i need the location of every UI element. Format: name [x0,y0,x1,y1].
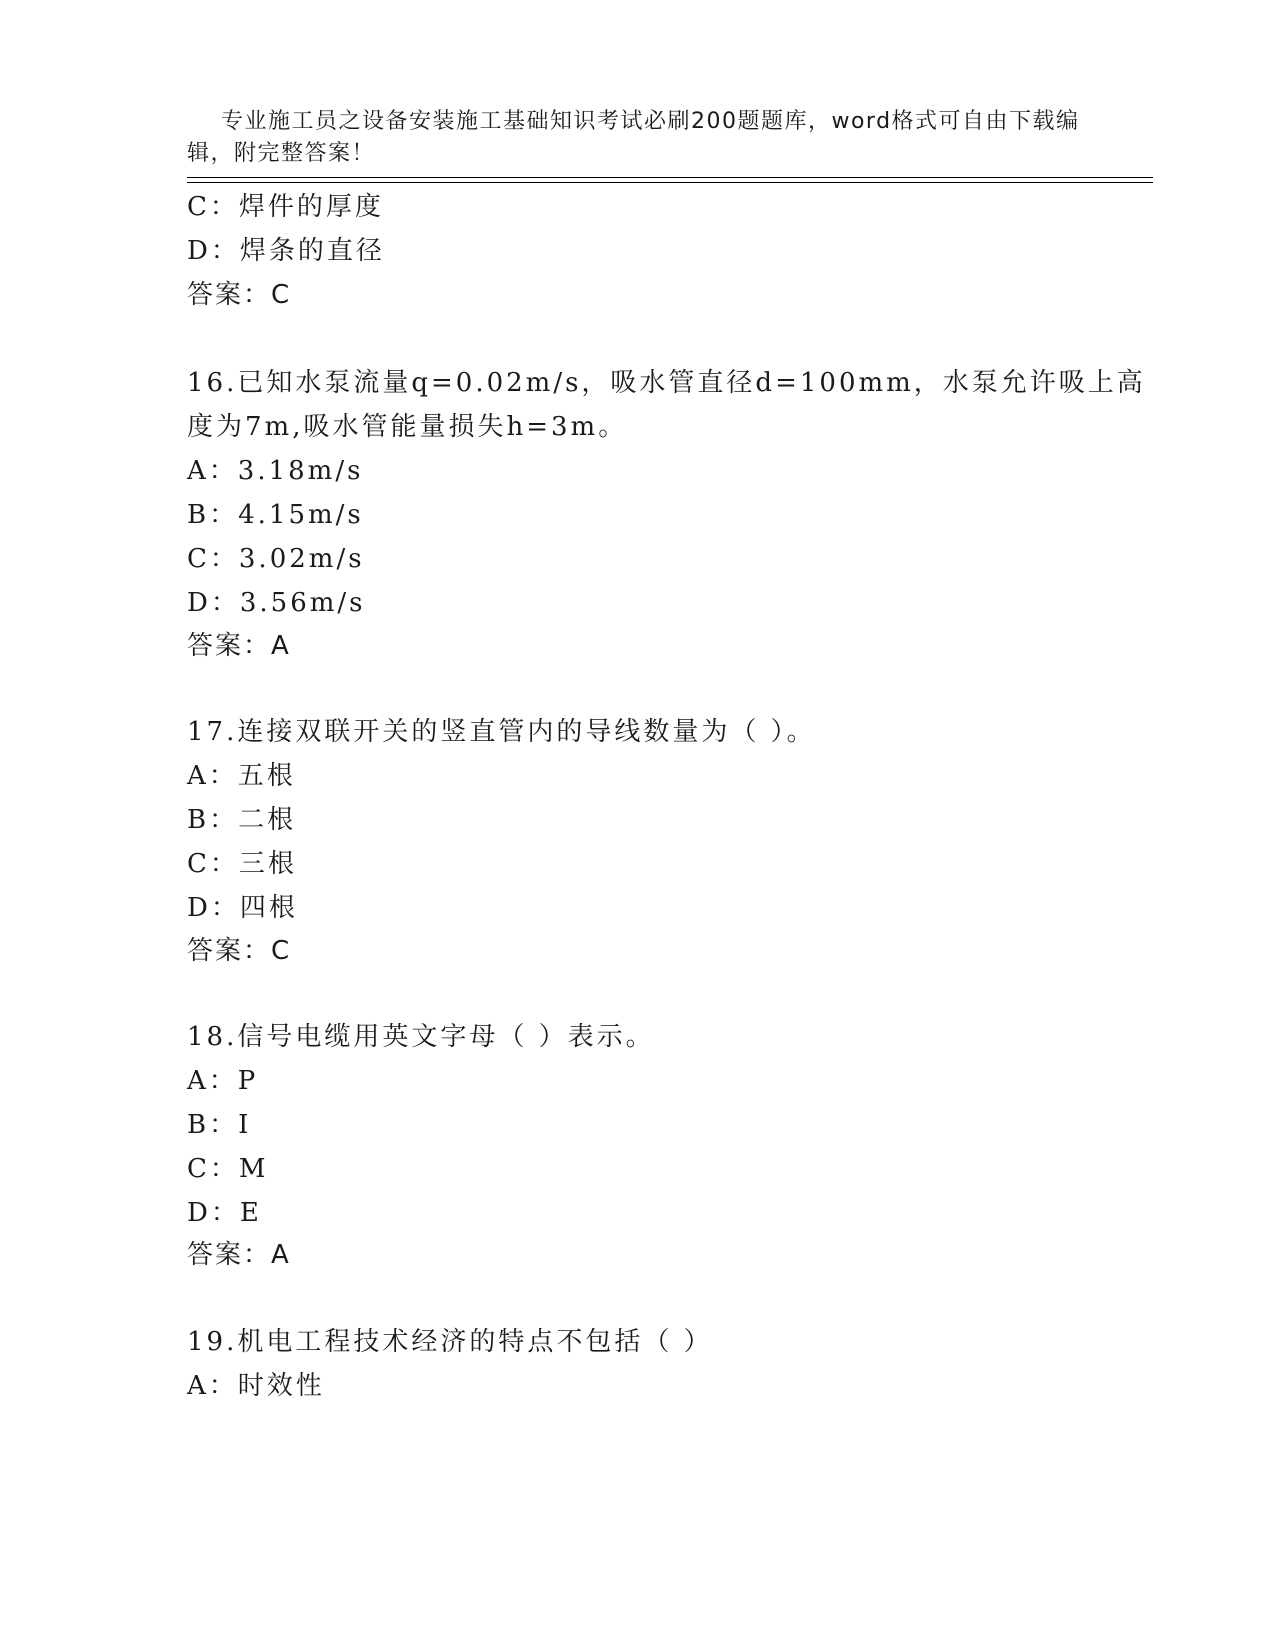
header-title: 专业施工员之设备安装施工基础知识考试必刷200题题库，word格式可自由下载编辑，附完整答案！ [187,109,1080,166]
header-divider-bottom [187,182,1153,183]
q15-option-d: D：焊条的直径 [187,236,385,266]
q16-option-a: A：3.18m/s [187,456,364,486]
q17-option-b: B：二根 [187,805,297,835]
q18-stem: 18.信号电缆用英文字母（ ）表示。 [187,1022,655,1052]
header-divider-top [187,177,1153,178]
q18-answer: 答案：A [187,1240,291,1270]
q18-option-d: D：E [187,1198,262,1228]
q16-stem-line2: 度为7m,吸水管能量损失h=3m。 [187,412,628,442]
q18-option-b: B：I [187,1110,252,1140]
q17-stem: 17.连接双联开关的竖直管内的导线数量为（ ）。 [187,717,816,747]
q18-option-a: A：P [187,1066,259,1096]
q15-answer: 答案：C [187,280,292,310]
q16-option-b: B：4.15m/s [187,500,364,530]
q16-option-d: D：3.56m/s [187,588,366,618]
q17-option-d: D：四根 [187,893,298,923]
q17-answer: 答案：C [187,936,292,966]
q17-option-a: A：五根 [187,761,296,791]
q19-option-a: A：时效性 [187,1371,325,1401]
q16-answer: 答案：A [187,631,291,661]
q15-option-c: C：焊件的厚度 [187,192,384,222]
q18-option-c: C：M [187,1154,269,1184]
q16-option-c: C：3.02m/s [187,544,365,574]
q17-option-c: C：三根 [187,849,297,879]
q16-stem-line1: 16.已知水泵流量q=0.02m/s，吸水管直径d=100mm，水泵允许吸上高 [187,368,1146,398]
q19-stem: 19.机电工程技术经济的特点不包括（ ） [187,1327,713,1357]
